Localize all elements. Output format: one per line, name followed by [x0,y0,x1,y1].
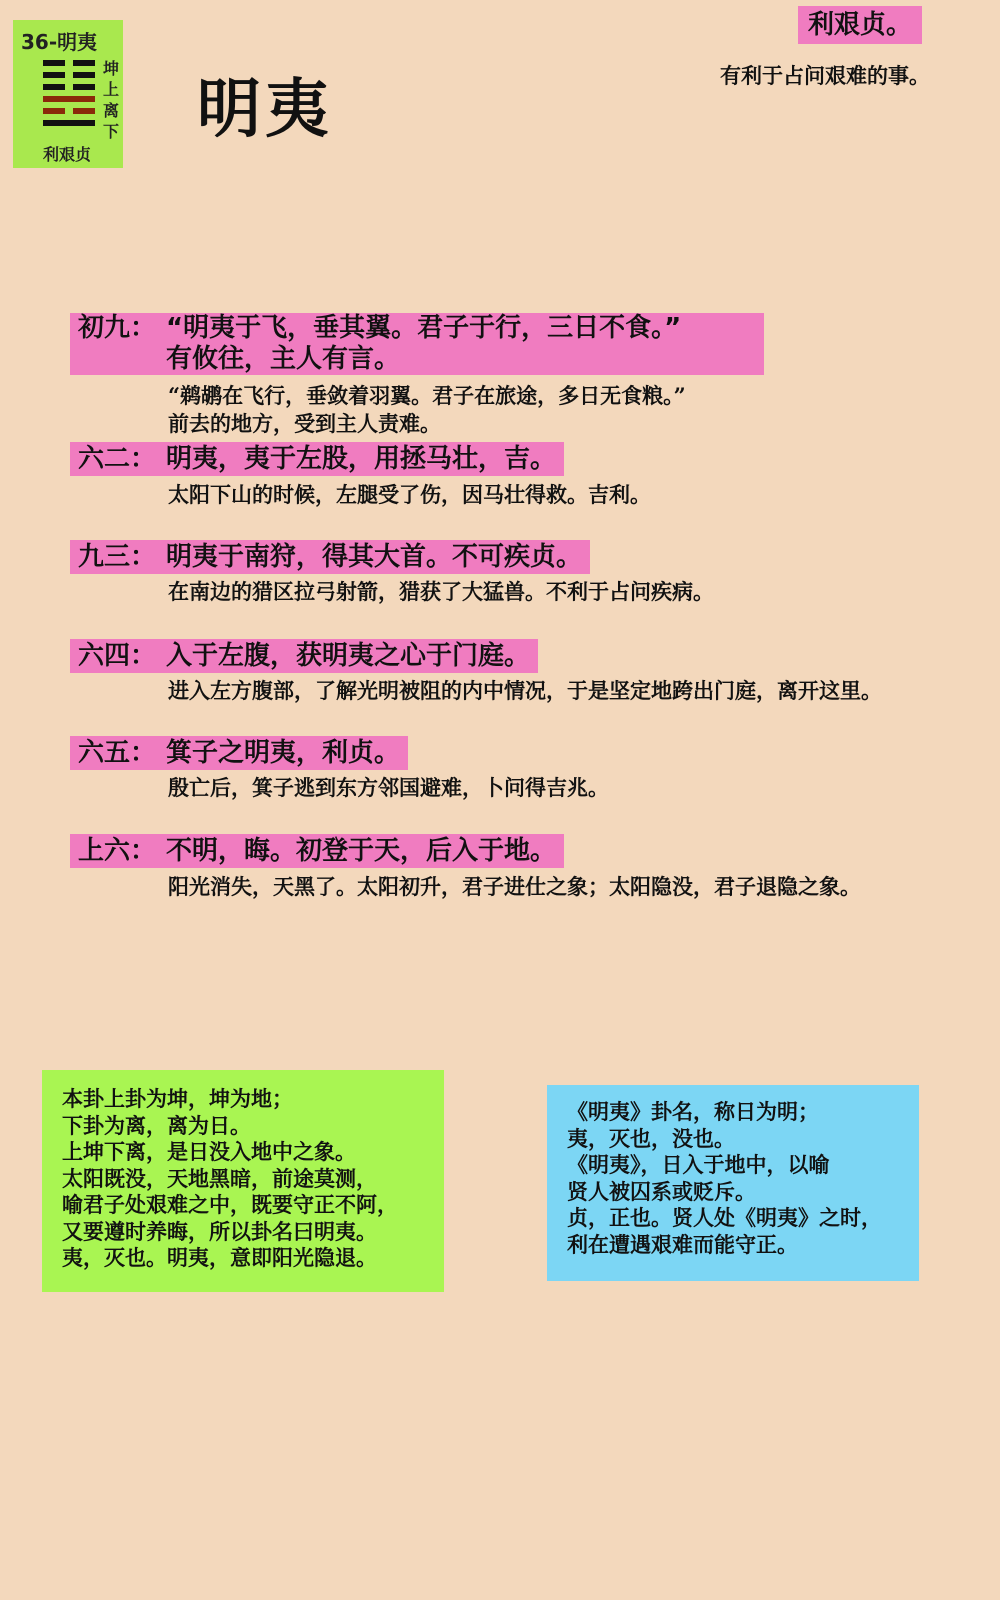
blue-box-line: 夷，灭也，没也。 [567,1125,735,1151]
name-explanation-box [547,1085,919,1281]
line-2-text [70,442,564,476]
hexagram-line-3 [43,96,95,102]
line-2-label: 六二： [78,444,157,474]
badge-title: 36-明夷 [21,30,98,54]
trigram-explanation-box [42,1070,444,1292]
hexagram-badge [13,20,123,168]
green-box-line: 本卦上卦为坤，坤为地； [62,1086,293,1111]
hexagram-line-1 [43,120,95,126]
green-box-line: 喻君子处艰难之中，既要守正不阿， [62,1192,398,1217]
badge-judgment: 利艰贞 [43,145,92,164]
hexagram-line-2 [43,108,95,114]
blue-box-line: 《明夷》，日入于地中，以喻 [567,1152,830,1177]
line-4-translation: 进入左方腹部，了解光明被阻的内中情况，于是坚定地跨出门庭，离开这里。 [168,678,882,703]
hexagram-line-5 [43,72,95,78]
line-6-text [70,834,564,868]
green-box-line: 又要遵时养晦，所以卦名曰明夷。 [62,1218,377,1244]
line-2-statement: 明夷，夷于左股，用拯马壮，吉。 [166,444,557,474]
line-1-text [70,313,764,375]
blue-box-line: 利在遭遇艰难而能守正。 [567,1231,798,1257]
badge-trigram-note: 坤上离下 [102,59,119,141]
line-3-statement: 明夷于南狩，得其大首。不可疾贞。 [166,542,583,572]
line-3-translation: 在南边的猎区拉弓射箭，猎获了大猛兽。不利于占问疾病。 [168,579,714,604]
line-3-label: 九三： [78,542,157,572]
line-6-statement: 不明，晦。初登于天，后入于地。 [166,836,557,866]
line-4-text [70,639,538,673]
line-2-translation: 太阳下山的时候，左腿受了伤，因马壮得救。吉利。 [168,482,651,507]
line-6-translation: 阳光消失，天黑了。太阳初升，君子进仕之象；太阳隐没，君子退隐之象。 [168,874,861,899]
line-5-statement: 箕子之明夷，利贞。 [166,738,401,768]
blue-box-line: 贤人被囚系或贬斥。 [567,1178,756,1204]
blue-box-line: 贞，正也。贤人处《明夷》之时， [567,1205,882,1230]
judgment-text: 利艰贞。 [798,6,922,44]
line-1-text-part1: “明夷于飞，垂其翼。君子于行，三日不食。” [166,313,682,343]
green-box-line: 夷，灭也。明夷，意即阳光隐退。 [62,1245,377,1270]
line-4-statement: 入于左腹，获明夷之心于门庭。 [166,641,531,671]
line-1-translation-part1: “鹈鹕在飞行，垂敛着羽翼。君子在旅途，多日无食粮。” [168,383,686,408]
green-box-line: 上坤下离，是日没入地中之象。 [62,1139,356,1164]
line-1-translation-part2: 前去的地方，受到主人责难。 [168,411,441,436]
green-box-line: 太阳既没，天地黑暗，前途莫测， [62,1165,377,1191]
line-1-label: 初九： [78,313,157,343]
line-5-text [70,736,408,770]
blue-box-line: 《明夷》卦名，称日为明； [567,1099,819,1124]
hexagram-icon [43,60,95,132]
line-5-label: 六五： [78,738,157,768]
line-6-label: 上六： [78,836,157,866]
line-3-text [70,540,590,574]
judgment-translation: 有利于占问艰难的事。 [720,63,930,88]
hexagram-line-6 [43,60,95,66]
hexagram-line-4 [43,84,95,90]
line-1-text-part2: 有攸往，主人有言。 [166,344,401,374]
page-title: 明夷 [197,73,333,147]
green-box-line: 下卦为离，离为日。 [62,1112,251,1138]
line-5-translation: 殷亡后，箕子逃到东方邻国避难，卜问得吉兆。 [168,775,609,800]
line-4-label: 六四： [78,641,157,671]
